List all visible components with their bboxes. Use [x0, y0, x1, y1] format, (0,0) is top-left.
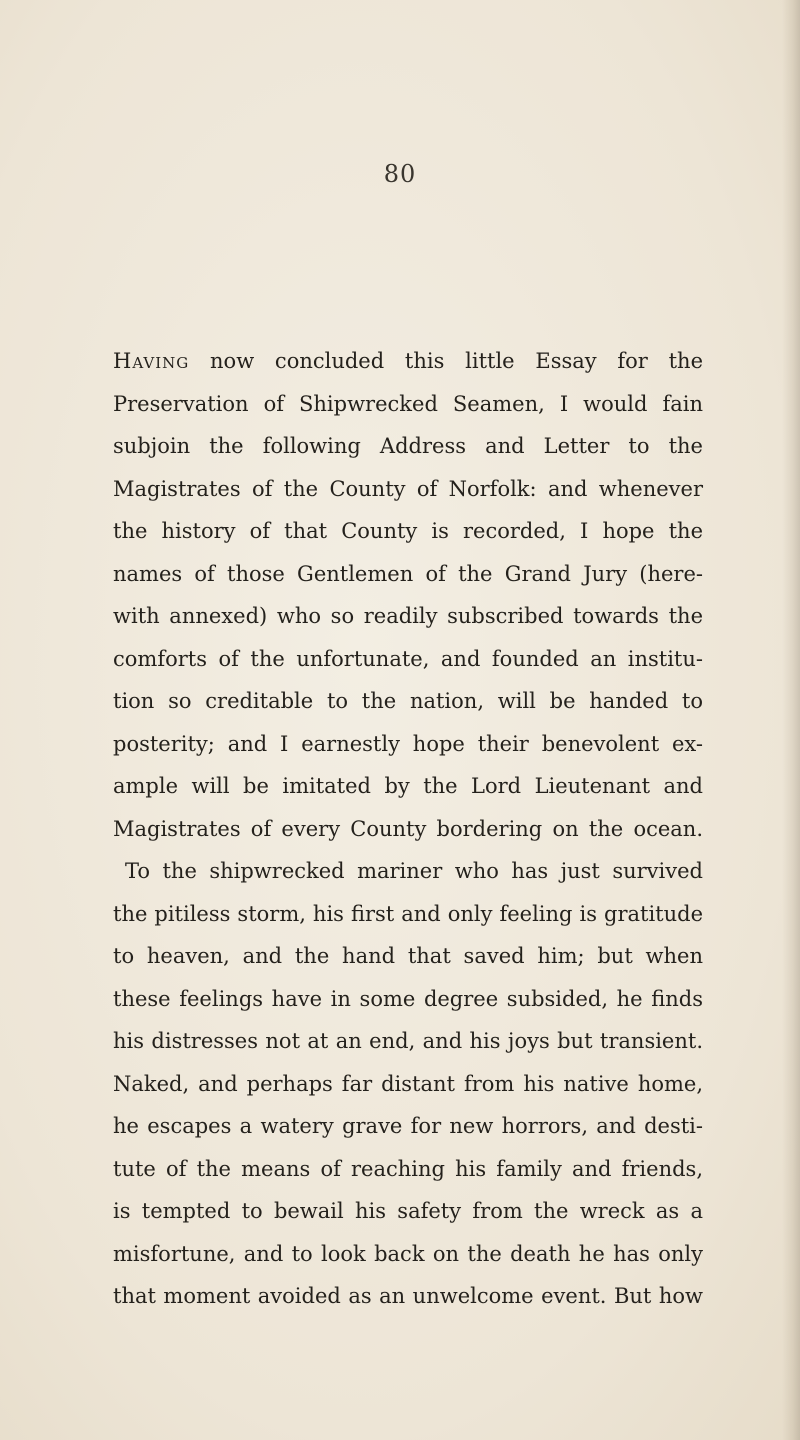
text-line: ample will be imitated by the Lord Lieutenant and [113, 774, 703, 798]
text-line: the history of that County is recorded, I hope the [113, 519, 703, 543]
text-line: Naked, and perhaps far distant from his native home, [113, 1071, 703, 1096]
text-line: with annexed) who so readily subscribed towards the [113, 604, 703, 628]
page-number: 80 [383, 160, 417, 188]
text-line: subjoin the following Address and Letter to the [113, 434, 703, 458]
body-text [113, 340, 703, 1318]
page-edge-shadow [782, 0, 800, 1440]
text-line: comforts of the unfortunate, and founded an institu- [113, 646, 703, 671]
text-line: is tempted to bewail his safety from the wreck as a [113, 1199, 703, 1223]
text-line: Magistrates of the County of Norfolk: and whenever [113, 476, 703, 501]
line-text: now concluded this little Essay for the [189, 349, 703, 373]
text-line: the pitiless storm, his first and only feeling is gratitude [113, 901, 703, 926]
text-line: to heaven, and the hand that saved him; but when [113, 944, 703, 968]
opening-word: Having [113, 349, 190, 373]
text-line: that moment avoided as an unwelcome event. But how [113, 1284, 703, 1308]
text-line: tion so creditable to the nation, will be handed to [113, 689, 703, 713]
text-line: tute of the means of reaching his family and friends, [113, 1156, 703, 1181]
text-line: names of those Gentlemen of the Grand Jury (here- [113, 561, 703, 586]
text-line: these feelings have in some degree subsided, he finds [113, 986, 703, 1011]
text-line: posterity; and I earnestly hope their benevolent ex- [113, 731, 703, 756]
paragraph-start-line: To the shipwrecked mariner who has just survived [125, 859, 703, 883]
text-line: Preservation of Shipwrecked Seamen, I would fain [113, 391, 703, 416]
text-line [113, 340, 703, 383]
text-line: his distresses not at an end, and his joys but transient. [113, 1029, 703, 1053]
text-line: misfortune, and to look back on the death he has only [113, 1241, 703, 1266]
text-line: Magistrates of every County bordering on the ocean. [113, 816, 703, 841]
text-line: he escapes a watery grave for new horrors, and desti- [113, 1114, 703, 1138]
